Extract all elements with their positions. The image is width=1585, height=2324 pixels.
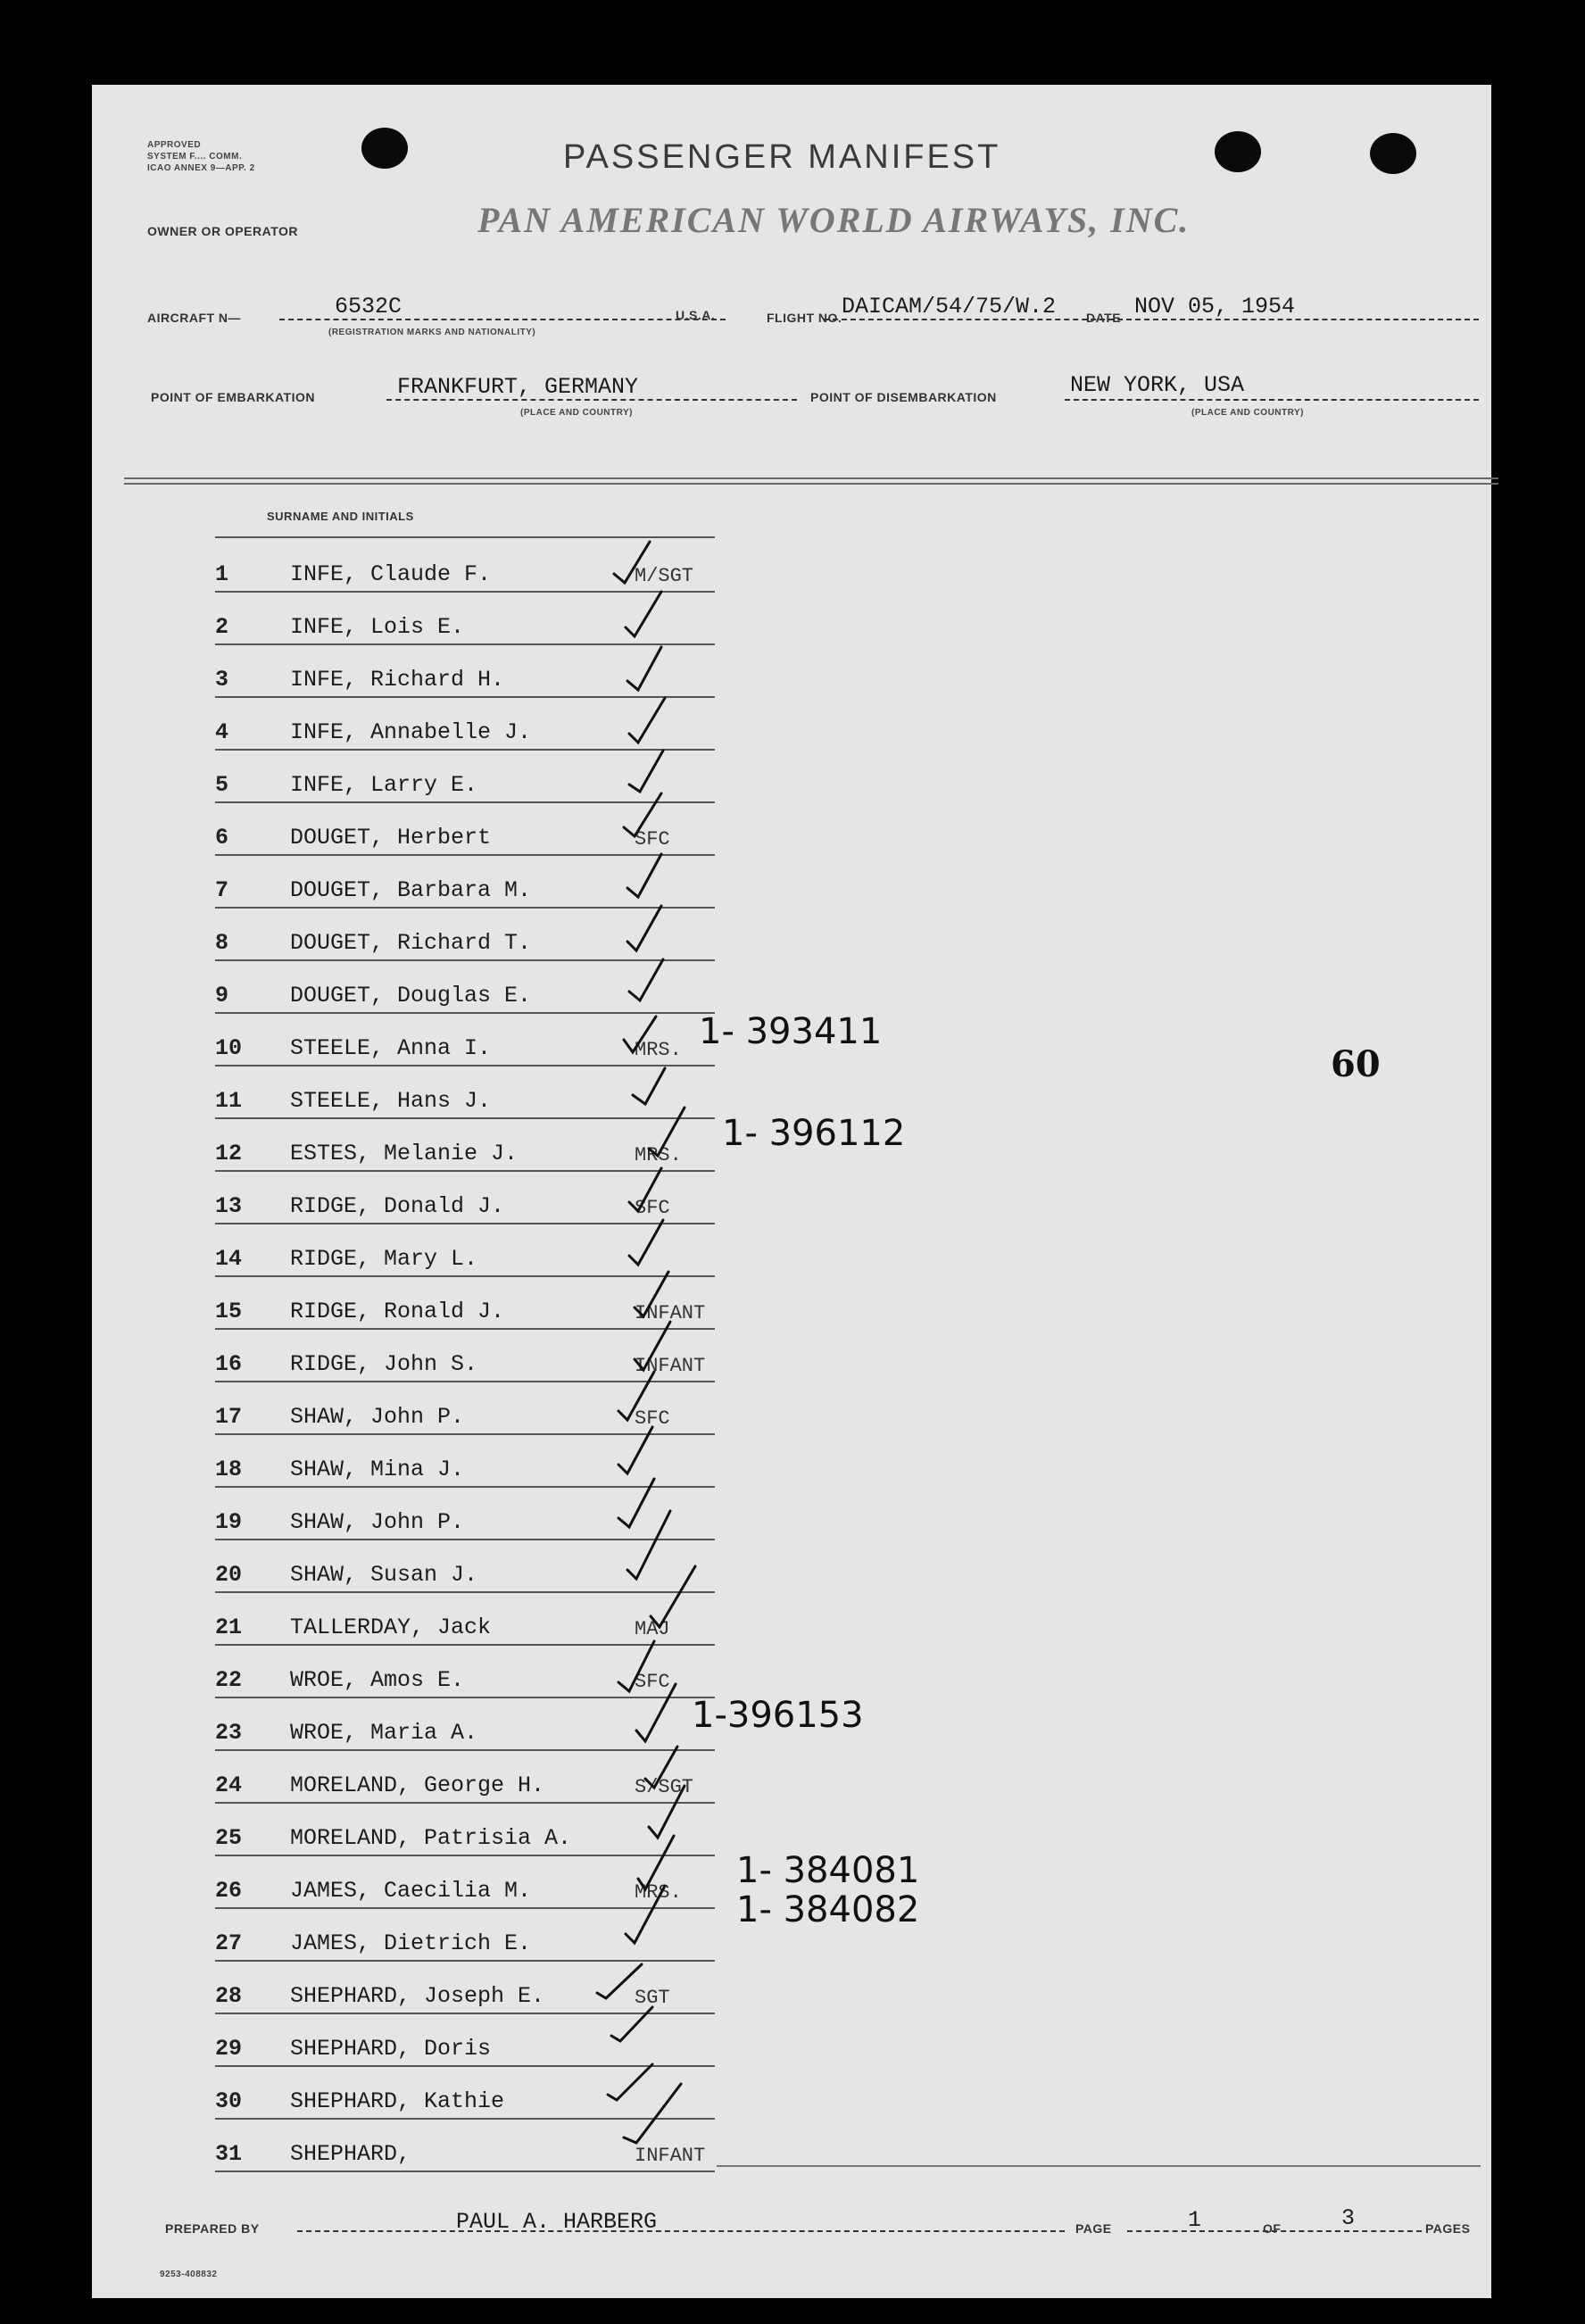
passenger-name: STEELE, Hans J. [290,1088,492,1114]
row-number: 29 [215,2036,243,2062]
handwritten-note: 1- 393411 [699,1011,883,1052]
passenger-rank: MRS. [635,1039,682,1061]
aircraft-note: (REGISTRATION MARKS AND NATIONALITY) [328,328,536,337]
row-number: 18 [215,1457,243,1482]
manifest-sheet [92,85,1491,2298]
check-mark-icon [635,1322,670,1370]
passenger-name: INFE, Claude F. [290,561,492,587]
passenger-name: JAMES, Caecilia M. [290,1878,532,1904]
passenger-name: DOUGET, Herbert [290,825,492,851]
row-number: 22 [215,1667,243,1693]
column-header: SURNAME AND INITIALS [267,510,414,523]
passenger-name: INFE, Lois E. [290,614,465,640]
owner-label: OWNER OR OPERATOR [147,224,298,238]
page-number: 1 [1188,2207,1202,2233]
passenger-name: WROE, Amos E. [290,1667,465,1693]
passenger-name: INFE, Larry E. [290,772,478,798]
row-number: 4 [215,719,229,745]
passenger-name: RIDGE, Donald J. [290,1193,505,1219]
check-mark-icon [618,1641,654,1691]
passenger-name: SHEPHARD, Kathie [290,2088,505,2114]
row-number: 21 [215,1614,243,1640]
passenger-name: MORELAND, Patrisia A. [290,1825,572,1851]
of-label: OF [1263,2221,1282,2236]
disembarkation-value: NEW YORK, USA [1070,372,1245,398]
passenger-name: RIDGE, John S. [290,1351,478,1377]
handwritten-note: 1- 384082 [736,1889,920,1930]
row-number: 11 [215,1088,243,1114]
row-number: 10 [215,1035,243,1061]
total-pages: 3 [1341,2205,1356,2231]
check-mark-icon [611,2007,652,2041]
check-mark-icon [597,1964,642,1998]
check-mark-icon [627,647,661,690]
date-value: NOV 05, 1954 [1134,294,1296,320]
row-number: 3 [215,667,229,693]
check-mark-icon [627,906,661,950]
passenger-name: SHEPHARD, [290,2141,411,2167]
passenger-rank: MAJ [635,1618,670,1640]
row-number: 25 [215,1825,243,1851]
row-number: 19 [215,1509,243,1535]
approval-line: SYSTEM F.... COMM. [147,152,243,162]
check-mark-icon [624,1017,656,1052]
check-mark-icon [629,751,663,792]
page-label: PAGE [1075,2221,1112,2236]
check-mark-icon [629,1220,663,1265]
check-mark-icon [618,1427,652,1473]
passenger-name: WROE, Maria A. [290,1720,478,1746]
approval-line: APPROVED [147,140,202,150]
row-number: 13 [215,1193,243,1219]
check-mark-icon [626,592,661,636]
pages-label: PAGES [1425,2221,1471,2236]
passenger-name: SHAW, Susan J. [290,1562,478,1588]
check-mark-icon [635,1272,668,1316]
checkmarks [92,85,1491,2298]
disembarkation-note: (PLACE AND COUNTRY) [1191,408,1304,418]
check-mark-icon [618,1372,654,1420]
passenger-name: JAMES, Dietrich E. [290,1930,532,1956]
check-mark-icon [649,1108,685,1156]
embarkation-note: (PLACE AND COUNTRY) [520,408,633,418]
row-number: 31 [215,2141,243,2167]
check-mark-icon [627,1511,670,1579]
flight-label: FLIGHT NO. [767,311,842,325]
disembarkation-label: POINT OF DISEMBARKATION [810,390,997,404]
passenger-name: DOUGET, Barbara M. [290,877,532,903]
row-number: 27 [215,1930,243,1956]
passenger-rank: INFANT [635,1355,706,1377]
check-mark-icon [624,2084,681,2143]
row-number: 28 [215,1983,243,2009]
check-mark-icon [651,1566,695,1627]
page-title: PASSENGER MANIFEST [563,138,1001,176]
date-label: DATE [1086,311,1122,325]
passenger-rank: S/SGT [635,1776,694,1798]
prepared-by-label: PREPARED BY [165,2221,260,2236]
check-mark-icon [629,959,663,1000]
form-code: 9253-408832 [160,2270,218,2279]
check-mark-icon [649,1786,685,1838]
row-number: 7 [215,877,229,903]
page-total-number: 60 [1331,1043,1381,1085]
passenger-rank: INFANT [635,1302,706,1324]
passenger-rank: SFC [635,828,670,851]
passenger-name: STEELE, Anna I. [290,1035,492,1061]
passenger-rank: SFC [635,1197,670,1219]
row-number: 2 [215,614,229,640]
row-number: 20 [215,1562,243,1588]
page-rule [1127,2230,1422,2232]
check-mark-icon [633,1068,665,1104]
row-number: 6 [215,825,229,851]
row-number: 16 [215,1351,243,1377]
passenger-rank: SGT [635,1987,670,2009]
row-number: 8 [215,930,229,956]
passenger-rank: MRS. [635,1144,682,1166]
row-number: 9 [215,983,229,1008]
passenger-name: DOUGET, Richard T. [290,930,532,956]
passenger-name: SHAW, John P. [290,1404,465,1430]
check-mark-icon [614,542,650,583]
passenger-rank: SFC [635,1671,670,1693]
row-number: 5 [215,772,229,798]
passenger-name: INFE, Annabelle J. [290,719,532,745]
flight-value: DAICAM/54/75/W.2 [842,294,1057,320]
row-number: 1 [215,561,229,587]
passenger-name: DOUGET, Douglas E. [290,983,532,1008]
row-number: 23 [215,1720,243,1746]
owner-value: PAN AMERICAN WORLD AIRWAYS, INC. [477,200,1191,240]
passenger-name: RIDGE, Ronald J. [290,1299,505,1324]
check-mark-icon [624,793,661,836]
handwritten-note: 1-396153 [692,1695,864,1736]
row-number: 15 [215,1299,243,1324]
embarkation-label: POINT OF EMBARKATION [151,390,315,404]
check-mark-icon [629,1168,661,1211]
approval-line: ICAO ANNEX 9—APP. 2 [147,163,255,173]
passenger-name: SHEPHARD, Joseph E. [290,1983,545,2009]
passenger-rank: M/SGT [635,565,694,587]
check-mark-icon [626,1886,665,1943]
row-number: 14 [215,1246,243,1272]
passenger-name: TALLERDAY, Jack [290,1614,492,1640]
prepared-by-rule [297,2230,1065,2232]
passenger-name: SHAW, John P. [290,1509,465,1535]
check-mark-icon [636,1684,676,1741]
row-number: 12 [215,1141,243,1166]
passenger-rank: INFANT [635,2145,706,2167]
row-number: 24 [215,1772,243,1798]
check-mark-icon [645,1747,677,1788]
passenger-rank: MRS. [635,1881,682,1904]
passenger-name: ESTES, Melanie J. [290,1141,519,1166]
check-mark-icon [608,2064,652,2100]
aircraft-label: AIRCRAFT N— [147,311,242,325]
passenger-name: MORELAND, George H. [290,1772,545,1798]
passenger-name: INFE, Richard H. [290,667,505,693]
check-mark-icon [638,1836,674,1889]
passenger-name: RIDGE, Mary L. [290,1246,478,1272]
row-number: 26 [215,1878,243,1904]
check-mark-icon [627,854,661,897]
usa-label: U.S.A. [676,308,716,322]
passenger-name: SHEPHARD, Doris [290,2036,492,2062]
passenger-name: SHAW, Mina J. [290,1457,465,1482]
handwritten-note: 1- 396112 [722,1113,906,1154]
passenger-rank: SFC [635,1407,670,1430]
handwritten-note: 1- 384081 [736,1850,920,1891]
aircraft-value: 6532C [335,294,402,320]
row-number: 30 [215,2088,243,2114]
prepared-by-value: PAUL A. HARBERG [456,2209,658,2235]
row-number: 17 [215,1404,243,1430]
embarkation-value: FRANKFURT, GERMANY [397,374,639,400]
check-mark-icon [629,698,665,743]
check-mark-icon [618,1479,654,1527]
